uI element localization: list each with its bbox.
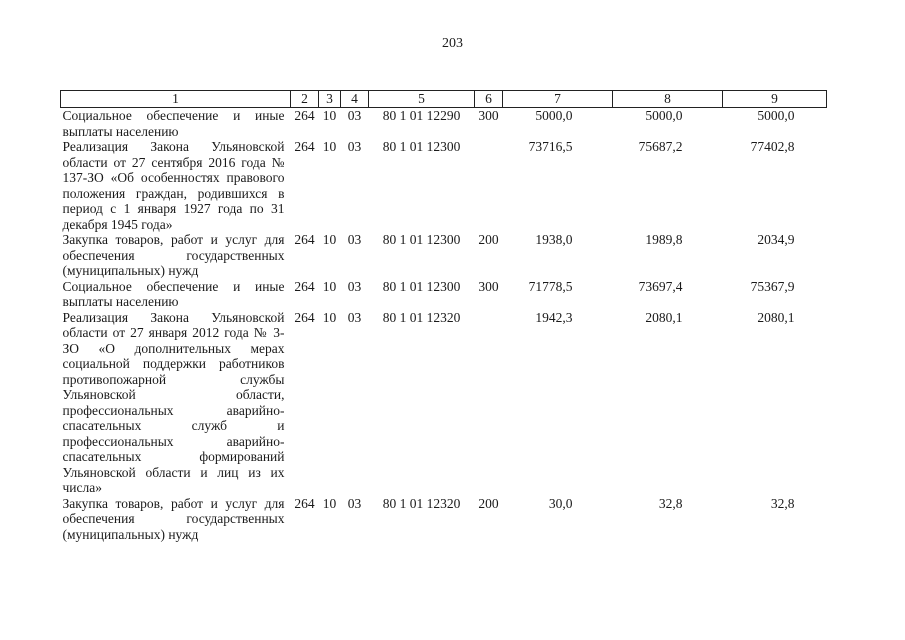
row-section: 10: [322, 139, 337, 154]
row-subsection: 03: [347, 278, 362, 294]
row-target-article: 80 1 01 12300: [382, 278, 461, 294]
row-ministry-code: 264: [294, 495, 315, 511]
row-amount-col9: 2080,1: [757, 309, 795, 325]
header-col-4: 4: [341, 91, 369, 108]
row-expense-type: [475, 310, 503, 496]
row-expense-type: 200: [478, 232, 499, 247]
row-amount-col9: 75367,9: [750, 278, 795, 294]
row-ministry-code: 264: [294, 232, 315, 247]
row-amount-col8: 2080,1: [645, 309, 683, 325]
row-amount-col7: 30,0: [548, 495, 573, 511]
header-col-6: 6: [475, 91, 503, 108]
row-amount-col7: 5000,0: [535, 108, 573, 123]
row-ministry-code: 264: [294, 139, 315, 154]
row-expense-type: 300: [478, 108, 499, 123]
row-amount-col7: 1942,3: [535, 309, 573, 325]
row-expense-type: [475, 139, 503, 232]
row-ministry-code: 264: [294, 278, 315, 294]
row-target-article: 80 1 01 12300: [382, 232, 461, 247]
row-description: Реализация Закона Ульяновской области от 27 сентября 2016 года № 137-ЗО «Об особенностях правового положения граждан, родившихся в период с 1 января 1927 года по 31 декабря 1945 года»: [62, 139, 285, 232]
row-description: Закупка товаров, работ и услуг для обеспечения государственных (муниципальных) нужд: [62, 495, 285, 542]
row-section: 10: [322, 495, 337, 511]
row-amount-col7: 1938,0: [535, 232, 573, 247]
row-subsection: 03: [347, 108, 362, 123]
table-row: [61, 139, 827, 232]
row-amount-col9: 5000,0: [757, 108, 795, 123]
row-amount-col8: 32,8: [658, 495, 683, 511]
row-section: 10: [322, 108, 337, 123]
row-section: 10: [322, 232, 337, 247]
row-subsection: 03: [347, 139, 362, 154]
table-header: [61, 91, 827, 108]
row-target-article: 80 1 01 12290: [382, 108, 461, 123]
row-description: Социальное обеспечение и иные выплаты населению: [62, 108, 285, 139]
row-section: 10: [322, 278, 337, 294]
row-subsection: 03: [347, 309, 362, 325]
row-description: Социальное обеспечение и иные выплаты населению: [62, 278, 285, 309]
table-row: [61, 108, 827, 140]
header-row: [61, 91, 827, 108]
table-row: [61, 496, 827, 543]
row-description: Закупка товаров, работ и услуг для обеспечения государственных (муниципальных) нужд: [62, 232, 285, 278]
row-subsection: 03: [347, 232, 362, 247]
row-subsection: 03: [347, 495, 362, 511]
header-col-5: 5: [369, 91, 475, 108]
row-description: Реализация Закона Ульяновской области от 27 января 2012 года № 3-ЗО «О дополнительных мерах социальной поддержки работников противопожарной службы Ульяновской области, профессиональных аварийно-спасательных служб и профессиональных аварийно-спасательных формирований Ульяновской области и лиц из их числа»: [62, 309, 285, 495]
table-row: [61, 279, 827, 310]
header-col-9: 9: [723, 91, 827, 108]
row-section: 10: [322, 309, 337, 325]
row-amount-col8: 1989,8: [645, 232, 683, 247]
row-amount-col9: 32,8: [770, 495, 795, 511]
header-col-3: 3: [319, 91, 341, 108]
row-target-article: 80 1 01 12320: [382, 309, 461, 325]
row-amount-col7: 71778,5: [528, 278, 573, 294]
page-number: 203: [442, 36, 463, 51]
budget-table: [60, 90, 827, 542]
table-row: [61, 232, 827, 279]
header-col-7: 7: [503, 91, 613, 108]
table-body: [61, 108, 827, 543]
row-ministry-code: 264: [294, 309, 315, 325]
row-expense-type: 300: [478, 278, 499, 294]
header-col-8: 8: [613, 91, 723, 108]
row-expense-type: 200: [478, 495, 499, 511]
row-target-article: 80 1 01 12300: [382, 139, 461, 154]
row-amount-col8: 73697,4: [638, 278, 683, 294]
row-amount-col9: 77402,8: [750, 139, 795, 154]
row-amount-col7: 73716,5: [528, 139, 573, 154]
row-ministry-code: 264: [294, 108, 315, 123]
row-target-article: 80 1 01 12320: [382, 495, 461, 511]
table-row: [61, 310, 827, 496]
header-col-2: 2: [291, 91, 319, 108]
row-amount-col8: 75687,2: [638, 139, 683, 154]
row-amount-col9: 2034,9: [757, 232, 795, 247]
row-amount-col8: 5000,0: [645, 108, 683, 123]
header-col-1: 1: [61, 91, 291, 108]
